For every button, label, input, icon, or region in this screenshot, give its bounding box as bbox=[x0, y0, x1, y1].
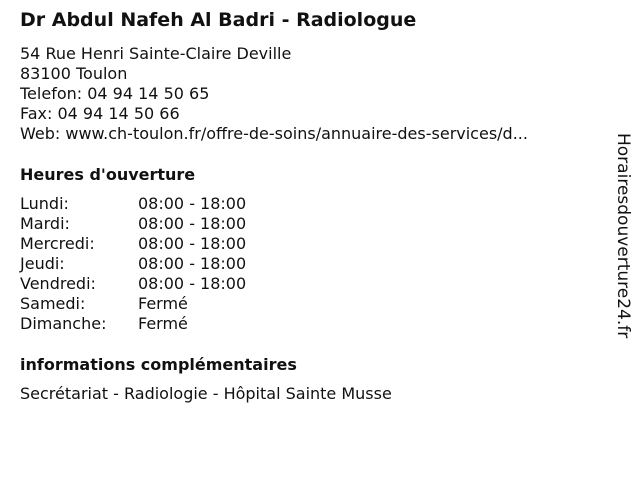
web-line bbox=[20, 124, 595, 144]
day-label: Vendredi: bbox=[20, 274, 96, 293]
page-title: Dr Abdul Nafeh Al Badri - Radiologue bbox=[20, 9, 417, 31]
hours-row-jeudi bbox=[20, 254, 246, 274]
phone-label: Telefon: bbox=[20, 84, 88, 103]
day-hours: 08:00 - 18:00 bbox=[138, 254, 247, 273]
contact-block bbox=[20, 44, 595, 144]
phone-line bbox=[20, 84, 595, 104]
day-hours: 08:00 - 18:00 bbox=[138, 274, 247, 293]
street-address: 54 Rue Henri Sainte-Claire Deville bbox=[20, 44, 292, 63]
web-label: Web: bbox=[20, 124, 66, 143]
fax-line bbox=[20, 104, 595, 124]
hours-row-mercredi bbox=[20, 234, 246, 254]
day-label: Mercredi: bbox=[20, 234, 95, 253]
site-watermark: Horairesdouverture24.fr bbox=[613, 133, 633, 339]
hours-row-dimanche bbox=[20, 314, 246, 334]
day-hours: 08:00 - 18:00 bbox=[138, 214, 247, 233]
day-label: Dimanche: bbox=[20, 314, 107, 333]
fax-number: 04 94 14 50 66 bbox=[57, 104, 180, 123]
day-label: Lundi: bbox=[20, 194, 69, 213]
day-hours: 08:00 - 18:00 bbox=[138, 234, 247, 253]
opening-hours-table bbox=[20, 194, 246, 334]
hours-row-lundi bbox=[20, 194, 246, 214]
day-hours: Fermé bbox=[138, 294, 188, 313]
day-label: Jeudi: bbox=[20, 254, 65, 273]
day-label: Mardi: bbox=[20, 214, 70, 233]
day-label: Samedi: bbox=[20, 294, 86, 313]
day-hours: 08:00 - 18:00 bbox=[138, 194, 247, 213]
phone-number-link[interactable]: 04 94 14 50 65 bbox=[87, 84, 210, 103]
city-postal-code: 83100 Toulon bbox=[20, 64, 128, 83]
opening-hours-heading: Heures d'ouverture bbox=[20, 165, 196, 184]
hours-row-mardi bbox=[20, 214, 246, 234]
website-link[interactable]: www.ch-toulon.fr/offre-de-soins/annuaire-des-services/d... bbox=[65, 124, 528, 143]
additional-info-text: Secrétariat - Radiologie - Hôpital Sainte Musse bbox=[20, 384, 392, 403]
fax-label: Fax: bbox=[20, 104, 58, 123]
hours-row-samedi bbox=[20, 294, 246, 314]
day-hours: Fermé bbox=[138, 314, 188, 333]
additional-info-heading: informations complémentaires bbox=[20, 355, 297, 374]
hours-row-vendredi bbox=[20, 274, 246, 294]
